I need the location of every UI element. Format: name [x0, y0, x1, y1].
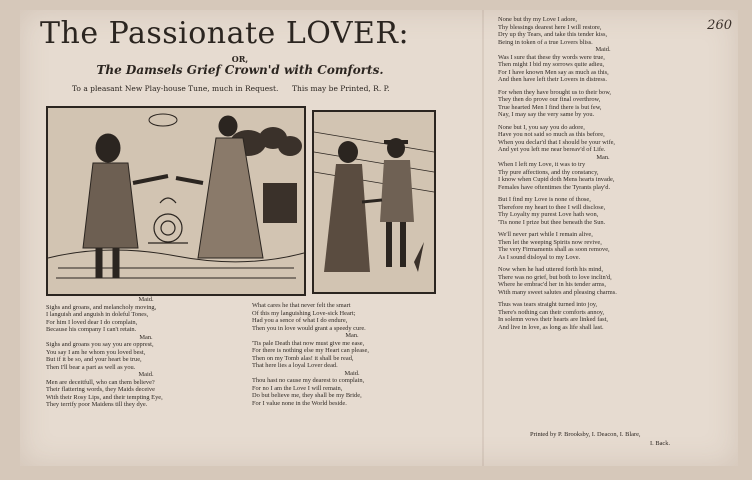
- verse-line: They then do prove our final overthrow,: [498, 96, 601, 103]
- verse-line: Sighs and groans, and melancholy moving,: [46, 303, 157, 311]
- verse-line: For him I loved dear I do complain,: [46, 318, 138, 326]
- verse-line: Thy pure affections, and thy constancy,: [498, 168, 599, 176]
- verse-line: Thy blessings dearest here I will restore,: [498, 23, 602, 31]
- verse-line: When I left my Love, it was to try: [498, 161, 586, 168]
- verse-line: That here lies a loyal Lover dead.: [252, 362, 338, 369]
- speaker-heading: Man.: [596, 153, 610, 161]
- verse-line: What cares he that never felt the smart: [252, 302, 351, 309]
- verse-line: For I value none in the World beside.: [252, 399, 347, 407]
- verse-column-1: [46, 296, 246, 409]
- verse-line: Thy Loyalty my purest Love hath won,: [498, 211, 599, 218]
- verse-line: In solemn vows their hearts are linked fast,: [498, 316, 609, 323]
- page-number: 260: [707, 18, 732, 33]
- verse-line: And live in love, as long as life shall last.: [498, 323, 604, 331]
- verse-column-3: [498, 16, 708, 331]
- verse-line: The very Firmaments shall as soon remove,: [498, 246, 610, 253]
- verse-line: When you declar'd that I should be your wife,: [498, 138, 616, 146]
- verse-line: Therefore my heart to thee I will disclose,: [498, 203, 606, 211]
- speaker-heading: Maid.: [595, 46, 611, 53]
- verse-line: Being in token of a true Lovers bliss.: [498, 38, 593, 46]
- verse-line: Then on my Tomb alas! it shall be read,: [252, 354, 354, 362]
- printer-imprint: [530, 430, 670, 448]
- verse-line: With many sweet salutes and pleasing charms.: [498, 288, 617, 296]
- verse-line: Thou hast no cause my dearest to complain,: [252, 377, 365, 384]
- verse-line: For there is nothing else my Heart can please,: [252, 347, 369, 354]
- verse-line: Was I sure that these thy words were true,: [498, 53, 605, 61]
- verse-line: Then might I bid my sorrows quite adieu,: [498, 61, 605, 68]
- verse-line: I languish and anguish in doleful Tones,: [46, 311, 149, 318]
- verse-line: And yet you left me near bereav'd of Life.: [498, 146, 606, 153]
- broadside-sheet: [20, 10, 738, 466]
- woodcut-left: [46, 106, 306, 296]
- verse-line: We'll never part while I remain alive,: [498, 231, 593, 238]
- verse-line: Nay, I may say the very same by you.: [498, 111, 595, 118]
- verse-line: But I find my Love is none of those,: [498, 196, 591, 203]
- verse-line: None but thy my Love I adore,: [498, 16, 577, 23]
- verse-line: 'Tis pale Death that now must give me ease,: [252, 339, 365, 347]
- verse-line: For I have known Men say as much as this,: [498, 68, 609, 76]
- verse-line: Do but believe me, they shall be my Bride,: [252, 392, 362, 399]
- speaker-heading: Maid.: [344, 369, 360, 377]
- tune-line: To a pleasant New Play-house Tune, much in Request.: [72, 84, 279, 93]
- verse-line: Now when he had uttered forth his mind,: [498, 266, 604, 273]
- verse-line: Females have oftentimes the Tyrants play'd.: [498, 183, 611, 191]
- verse-line: I know when Cupid doth Mens hearts invade,: [498, 176, 615, 183]
- verse-line: With their Rosy Lips, and their tempting Eye,: [46, 393, 163, 401]
- ballad-title: The Passionate LOVER:: [40, 16, 410, 51]
- verse-line: They terrify poor Maidens till they dye.: [46, 401, 148, 408]
- ballad-subtitle: The Damsels Grief Crown'd with Comforts.: [96, 63, 384, 77]
- verse-line: You say I am he whom you loved best,: [46, 348, 146, 356]
- verse-line: But if it be so, and your heart be true,: [46, 356, 142, 363]
- verse-line: Have you not said so much as this before,: [498, 131, 605, 138]
- verse-line: None but I, you say you do adore,: [498, 123, 585, 131]
- verse-line: Of this my languishing Love-sick Heart;: [252, 309, 356, 317]
- verse-column-2: [252, 302, 452, 407]
- verse-line: As I sound disloyal to my Love.: [498, 253, 581, 261]
- verse-line: For when they have brought us to their bow,: [498, 88, 611, 96]
- speaker-heading: Man.: [345, 332, 359, 339]
- verse-line: There's nothing can their comforts annoy,: [498, 308, 605, 316]
- verse-line: Then I'll bear a part as well as you.: [46, 363, 136, 371]
- verse-line: Dry up thy Tears, and take this tender kiss,: [498, 31, 608, 38]
- verse-line: Then let the weeping Spirits now revive,: [498, 238, 602, 246]
- verse-line: Where he embrac'd her in his tender arms,: [498, 281, 606, 288]
- woodcut-right: [312, 110, 436, 294]
- speaker-heading: Maid.: [138, 371, 154, 378]
- speaker-heading: Maid.: [138, 296, 154, 303]
- verse-line: Had you a sence of what I do endure,: [252, 317, 348, 324]
- title-or: OR,: [231, 54, 249, 64]
- verse-line: Thus was tears straight turned into joy,: [498, 301, 598, 308]
- verse-line: Men are deceitfull, who can them believe?: [46, 378, 155, 386]
- licence-line: This may be Printed, R. P.: [292, 84, 390, 93]
- verse-line: Their flattering words, they Maids deceive: [46, 386, 155, 393]
- verse-line: Because his company I can't retain.: [46, 326, 137, 333]
- verse-line: And then have left their Lovers in distress.: [498, 76, 607, 83]
- imprint-line: Printed by P. Brooksby, I. Deacon, I. Blare,: [530, 431, 641, 438]
- imprint-line: I. Back.: [650, 440, 671, 447]
- verse-line: Sighs and groans you say you are opprest,: [46, 341, 154, 348]
- verse-line: For no I am the Love I will remain,: [252, 384, 343, 392]
- verse-line: There was no grief, but both to love inclin'd,: [498, 273, 612, 281]
- verse-line: Then you in love would grant a speedy cure.: [252, 324, 366, 332]
- speaker-heading: Man.: [139, 333, 153, 341]
- verse-line: 'Tis none I prize but thee beneath the Sun.: [498, 218, 606, 226]
- verse-line: True hearted Men I find there is but few,: [498, 103, 602, 111]
